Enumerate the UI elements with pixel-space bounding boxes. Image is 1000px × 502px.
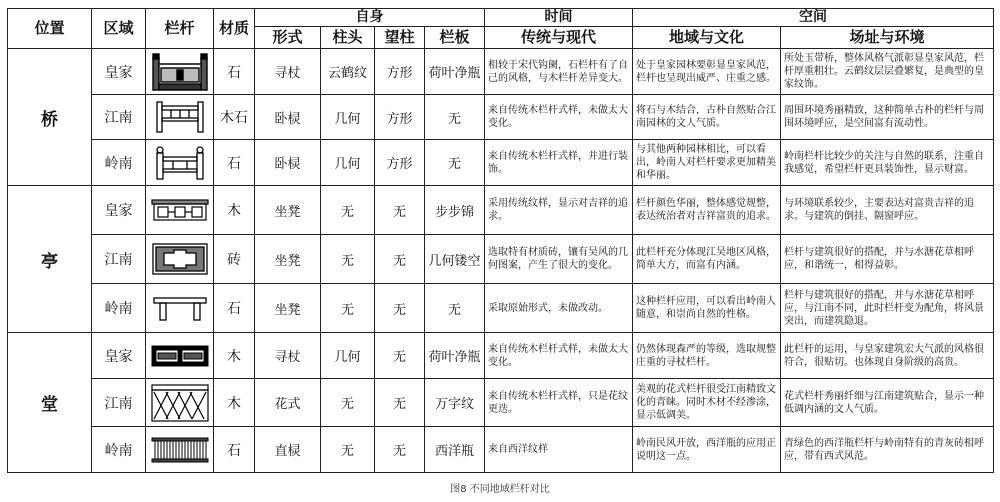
post-head-cell: 几何 xyxy=(321,333,375,379)
region-cell: 岭南 xyxy=(92,284,146,333)
material-cell: 石 xyxy=(214,140,255,186)
material-cell: 石 xyxy=(214,49,255,95)
region-cell: 皇家 xyxy=(92,186,146,235)
header-culture: 地域与文化 xyxy=(633,27,781,49)
baluster-cell: 无 xyxy=(375,333,425,379)
table-row xyxy=(8,140,994,186)
tradition-cell: 来自传统木栏杆式样，未做太大变化。 xyxy=(485,95,633,140)
region-cell: 江南 xyxy=(92,235,146,284)
post-head-cell: 几何 xyxy=(321,140,375,186)
culture-cell: 将石与木结合，古朴自然贴合江南园林的文人气质。 xyxy=(633,95,781,140)
stone-bench-icon xyxy=(146,284,214,333)
panel-cell: 步步锦 xyxy=(425,186,485,235)
header-railing: 栏杆 xyxy=(146,9,214,49)
material-cell: 木 xyxy=(214,186,255,235)
position-label: 桥 xyxy=(8,49,92,186)
panel-cell: 无 xyxy=(425,140,485,186)
tradition-cell: 来自传统木栏杆式样，并进行装饰。 xyxy=(485,140,633,186)
post-head-cell: 无 xyxy=(321,427,375,473)
region-cell: 江南 xyxy=(92,95,146,140)
table-row xyxy=(8,95,994,140)
form-cell: 卧棂 xyxy=(255,95,321,140)
form-cell: 寻杖 xyxy=(255,49,321,95)
tradition-cell: 采用传统纹样，显示对吉祥的追求。 xyxy=(485,186,633,235)
header-form: 形式 xyxy=(255,27,321,49)
comparison-table xyxy=(7,8,994,473)
tradition-cell: 选取特有材质砖，镶有吴风的几何图案，产生了很大的变化。 xyxy=(485,235,633,284)
form-cell: 花式 xyxy=(255,379,321,427)
stone-rail-icon xyxy=(146,140,214,186)
brick-bench-icon xyxy=(146,235,214,284)
site-cell: 栏杆与建筑很好的搭配，并与水溏花草相呼应，与江南不同，此时栏杆变为配角，将风景突出，而建筑隐退。 xyxy=(781,284,994,333)
form-cell: 卧棂 xyxy=(255,140,321,186)
baluster-cell: 无 xyxy=(375,235,425,284)
site-cell: 此栏杆的运用，与皇家建筑宏大气派的风格很符合，很贴切。也体现自身阶级的高贵。 xyxy=(781,333,994,379)
panel-cell: 无 xyxy=(425,95,485,140)
post-head-cell: 无 xyxy=(321,186,375,235)
baluster-cell: 无 xyxy=(375,379,425,427)
wood-rail-icon xyxy=(146,95,214,140)
culture-cell: 处于皇家园林要彰显皇家风范，栏杆也呈现出威严、庄重之感。 xyxy=(633,49,781,95)
form-cell: 坐凳 xyxy=(255,284,321,333)
region-cell: 皇家 xyxy=(92,333,146,379)
figure-caption: 图8 不同地域栏杆对比 xyxy=(450,484,550,495)
form-cell: 寻杖 xyxy=(255,333,321,379)
table-row xyxy=(8,235,994,284)
tradition-cell: 来自传统木栏杆式样，未做太大变化。 xyxy=(485,333,633,379)
region-cell: 江南 xyxy=(92,379,146,427)
baluster-cell: 方形 xyxy=(375,95,425,140)
position-label: 堂 xyxy=(8,333,92,473)
baluster-cell: 方形 xyxy=(375,140,425,186)
header-space: 空间 xyxy=(633,9,994,27)
post-head-cell: 无 xyxy=(321,284,375,333)
header-baluster: 望柱 xyxy=(375,27,425,49)
region-cell: 岭南 xyxy=(92,140,146,186)
position-label: 亭 xyxy=(8,186,92,333)
tradition-cell: 采取原始形式，未做改动。 xyxy=(485,284,633,333)
panel-cell: 西洋瓶 xyxy=(425,427,485,473)
post-head-cell: 无 xyxy=(321,379,375,427)
culture-cell: 岭南民风开放，西洋瓶的应用正说明这一点。 xyxy=(633,427,781,473)
tradition-cell: 来自传统木栏杆式样，只是花纹更迭。 xyxy=(485,379,633,427)
header-material: 材质 xyxy=(214,9,255,49)
form-cell: 坐凳 xyxy=(255,186,321,235)
site-cell: 栏杆与建筑很好的搭配，并与水溏花草相呼应，和谐统一，相得益彰。 xyxy=(781,235,994,284)
header-post-head: 柱头 xyxy=(321,27,375,49)
post-head-cell: 几何 xyxy=(321,95,375,140)
material-cell: 砖 xyxy=(214,235,255,284)
material-cell: 石 xyxy=(214,427,255,473)
tradition-cell: 来自西洋纹样 xyxy=(485,427,633,473)
diagonal-lattice-icon xyxy=(146,379,214,427)
culture-cell: 美观的花式栏杆很受江南精致文化的青睐。同时木材不经渗涂，显示低调美。 xyxy=(633,379,781,427)
site-cell: 花式栏杆秀丽纤细与江南建筑贴合，显示一种低调内涵的文人气质。 xyxy=(781,379,994,427)
lattice-bench-icon xyxy=(146,186,214,235)
header-tradition: 传统与现代 xyxy=(485,27,633,49)
table-row xyxy=(8,49,994,95)
site-cell: 周围环境秀丽精致，这种简单古朴的栏杆与周围环境呼应，是空间富有流动性。 xyxy=(781,95,994,140)
header-region: 区域 xyxy=(92,9,146,49)
baluster-cell: 无 xyxy=(375,284,425,333)
culture-cell: 此栏杆充分体现江吴地区风格，简单大方，而富有内涵。 xyxy=(633,235,781,284)
baluster-cell: 无 xyxy=(375,186,425,235)
panel-cell: 荷叶净瓶 xyxy=(425,49,485,95)
dark-railing-icon xyxy=(146,333,214,379)
material-cell: 木石 xyxy=(214,95,255,140)
header-panel: 栏板 xyxy=(425,27,485,49)
baluster-cell: 方形 xyxy=(375,49,425,95)
vertical-bars-icon xyxy=(146,427,214,473)
site-cell: 所处玉带桥，整体风格气派彰显皇家风范，栏杆厚重粗壮。云鹤纹层层叠繁复，是典型的皇家纹饰。 xyxy=(781,49,994,95)
site-cell: 青绿色的西洋瓶栏杆与岭南特有的青灰砖相呼应，带有西式风范。 xyxy=(781,427,994,473)
panel-cell: 几何镂空 xyxy=(425,235,485,284)
baluster-cell: 无 xyxy=(375,427,425,473)
culture-cell: 栏杆颜色华丽，整体感觉规整，表达统治者对吉祥富贵的追求。 xyxy=(633,186,781,235)
region-cell: 岭南 xyxy=(92,427,146,473)
panel-cell: 万字纹 xyxy=(425,379,485,427)
material-cell: 木 xyxy=(214,333,255,379)
table-row xyxy=(8,379,994,427)
panel-cell: 荷叶净瓶 xyxy=(425,333,485,379)
header-position: 位置 xyxy=(8,9,92,49)
table-row xyxy=(8,333,994,379)
site-cell: 与环境联系较少，主要表达对富贵吉祥的追求。与建筑的倒挂、隔窗呼应。 xyxy=(781,186,994,235)
header-self: 自身 xyxy=(255,9,485,27)
form-cell: 直棂 xyxy=(255,427,321,473)
material-cell: 石 xyxy=(214,284,255,333)
tradition-cell: 相较于宋代钩阑，石栏杆有了自己的风格，与木栏杆差异变大。 xyxy=(485,49,633,95)
table-row xyxy=(8,186,994,235)
culture-cell: 这种栏杆应用，可以看出岭南人随意，和崇尚自然的性格。 xyxy=(633,284,781,333)
material-cell: 木 xyxy=(214,379,255,427)
post-head-cell: 云鹤纹 xyxy=(321,49,375,95)
culture-cell: 与其他两种园林相比，可以看出，岭南人对栏杆要求更加精美和华丽。 xyxy=(633,140,781,186)
culture-cell: 仍然体现森严的等级，选取规整庄重的寻杖栏杆。 xyxy=(633,333,781,379)
table-row xyxy=(8,427,994,473)
table-row xyxy=(8,284,994,333)
post-head-cell: 无 xyxy=(321,235,375,284)
site-cell: 岭南栏杆比较少的关注与自然的联系，注重自我感觉，希望栏杆更具装饰性，显示财富。 xyxy=(781,140,994,186)
header-time: 时间 xyxy=(485,9,633,27)
region-cell: 皇家 xyxy=(92,49,146,95)
form-cell: 坐凳 xyxy=(255,235,321,284)
header-site: 场址与环境 xyxy=(781,27,994,49)
stone-balustrade-icon xyxy=(146,49,214,95)
panel-cell: 无 xyxy=(425,284,485,333)
